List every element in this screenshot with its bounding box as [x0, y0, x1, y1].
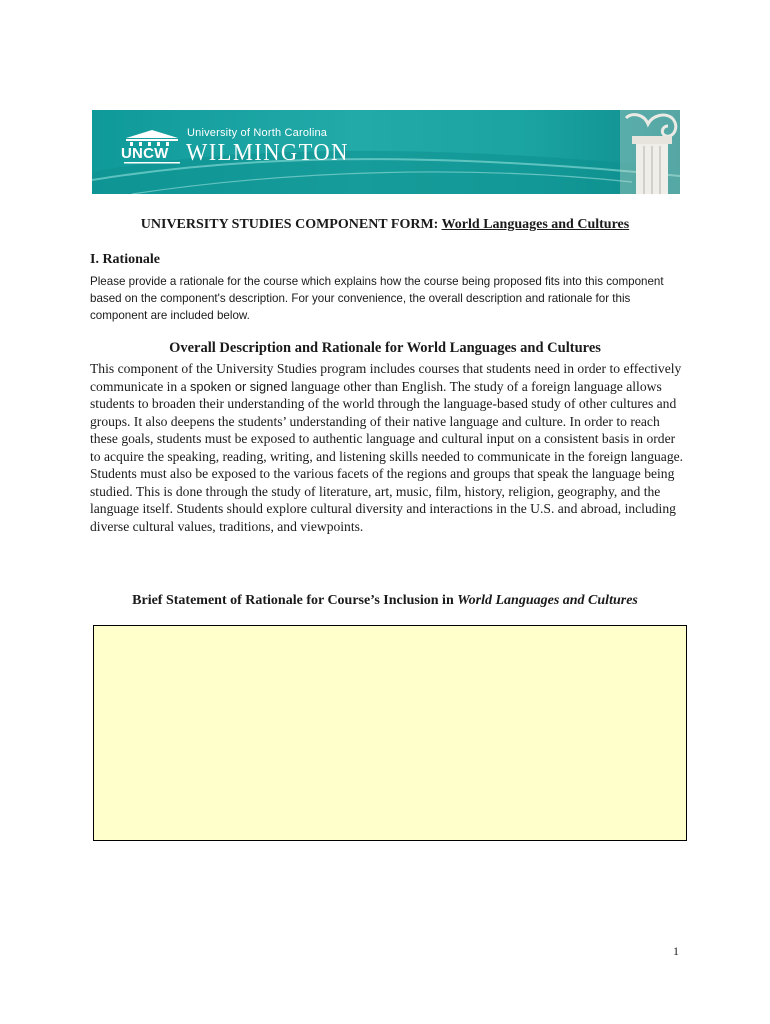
rationale-instructions: Please provide a rationale for the course which explains how the course being proposed fits into this component based on the component's description. For your convenience, the overall description and rationale for this component are included below. [90, 275, 664, 322]
overall-description-body [90, 360, 685, 535]
overall-description-heading: Overall Description and Rationale for World Languages and Cultures [169, 340, 601, 356]
overall-body-highlight: spoken or signed [190, 378, 288, 394]
rationale-answer-field[interactable] [93, 625, 687, 841]
university-name-line: University of North Carolina [187, 127, 328, 139]
brief-heading-prefix: Brief Statement of Rationale for Course’s Inclusion in [132, 593, 458, 608]
rationale-heading: I. Rationale [90, 252, 160, 267]
page-number: 1 [673, 944, 679, 958]
overall-body-part1: This component of the University Studies program includes courses that students need in order to effectively communicate in a [90, 361, 682, 394]
brief-statement-heading [0, 593, 770, 609]
uncw-logo-text: UNCW [121, 145, 169, 162]
form-title-component: World Languages and Cultures [441, 217, 630, 232]
form-title [0, 217, 770, 233]
overall-body-part2: language other than English. The study of a foreign language allows students to broaden their understanding of the world through the language-based study of other cultures and groups. It also deepens the students’ understanding of their native language and culture. In order to reach these goals, students must be exposed to authentic language and cultural input on a consistent basis in order to acquire the speaking, reading, writing, and listening skills needed to communicate in the foreign language. Students must also be exposed to the various facets of the regions and groups that speak the language being studied. This is done through the study of literature, art, music, film, history, religion, geography, and the language itself. Students should explore cultural diversity and interactions in the U.S. and abroad, including diverse cultural values, traditions, and viewpoints. [90, 378, 684, 534]
campus-name-line: WILMINGTON [186, 140, 349, 166]
column-capital-icon [620, 110, 680, 194]
brief-heading-component: World Languages and Cultures [457, 593, 638, 608]
form-title-prefix: UNIVERSITY STUDIES COMPONENT FORM: [140, 217, 439, 232]
